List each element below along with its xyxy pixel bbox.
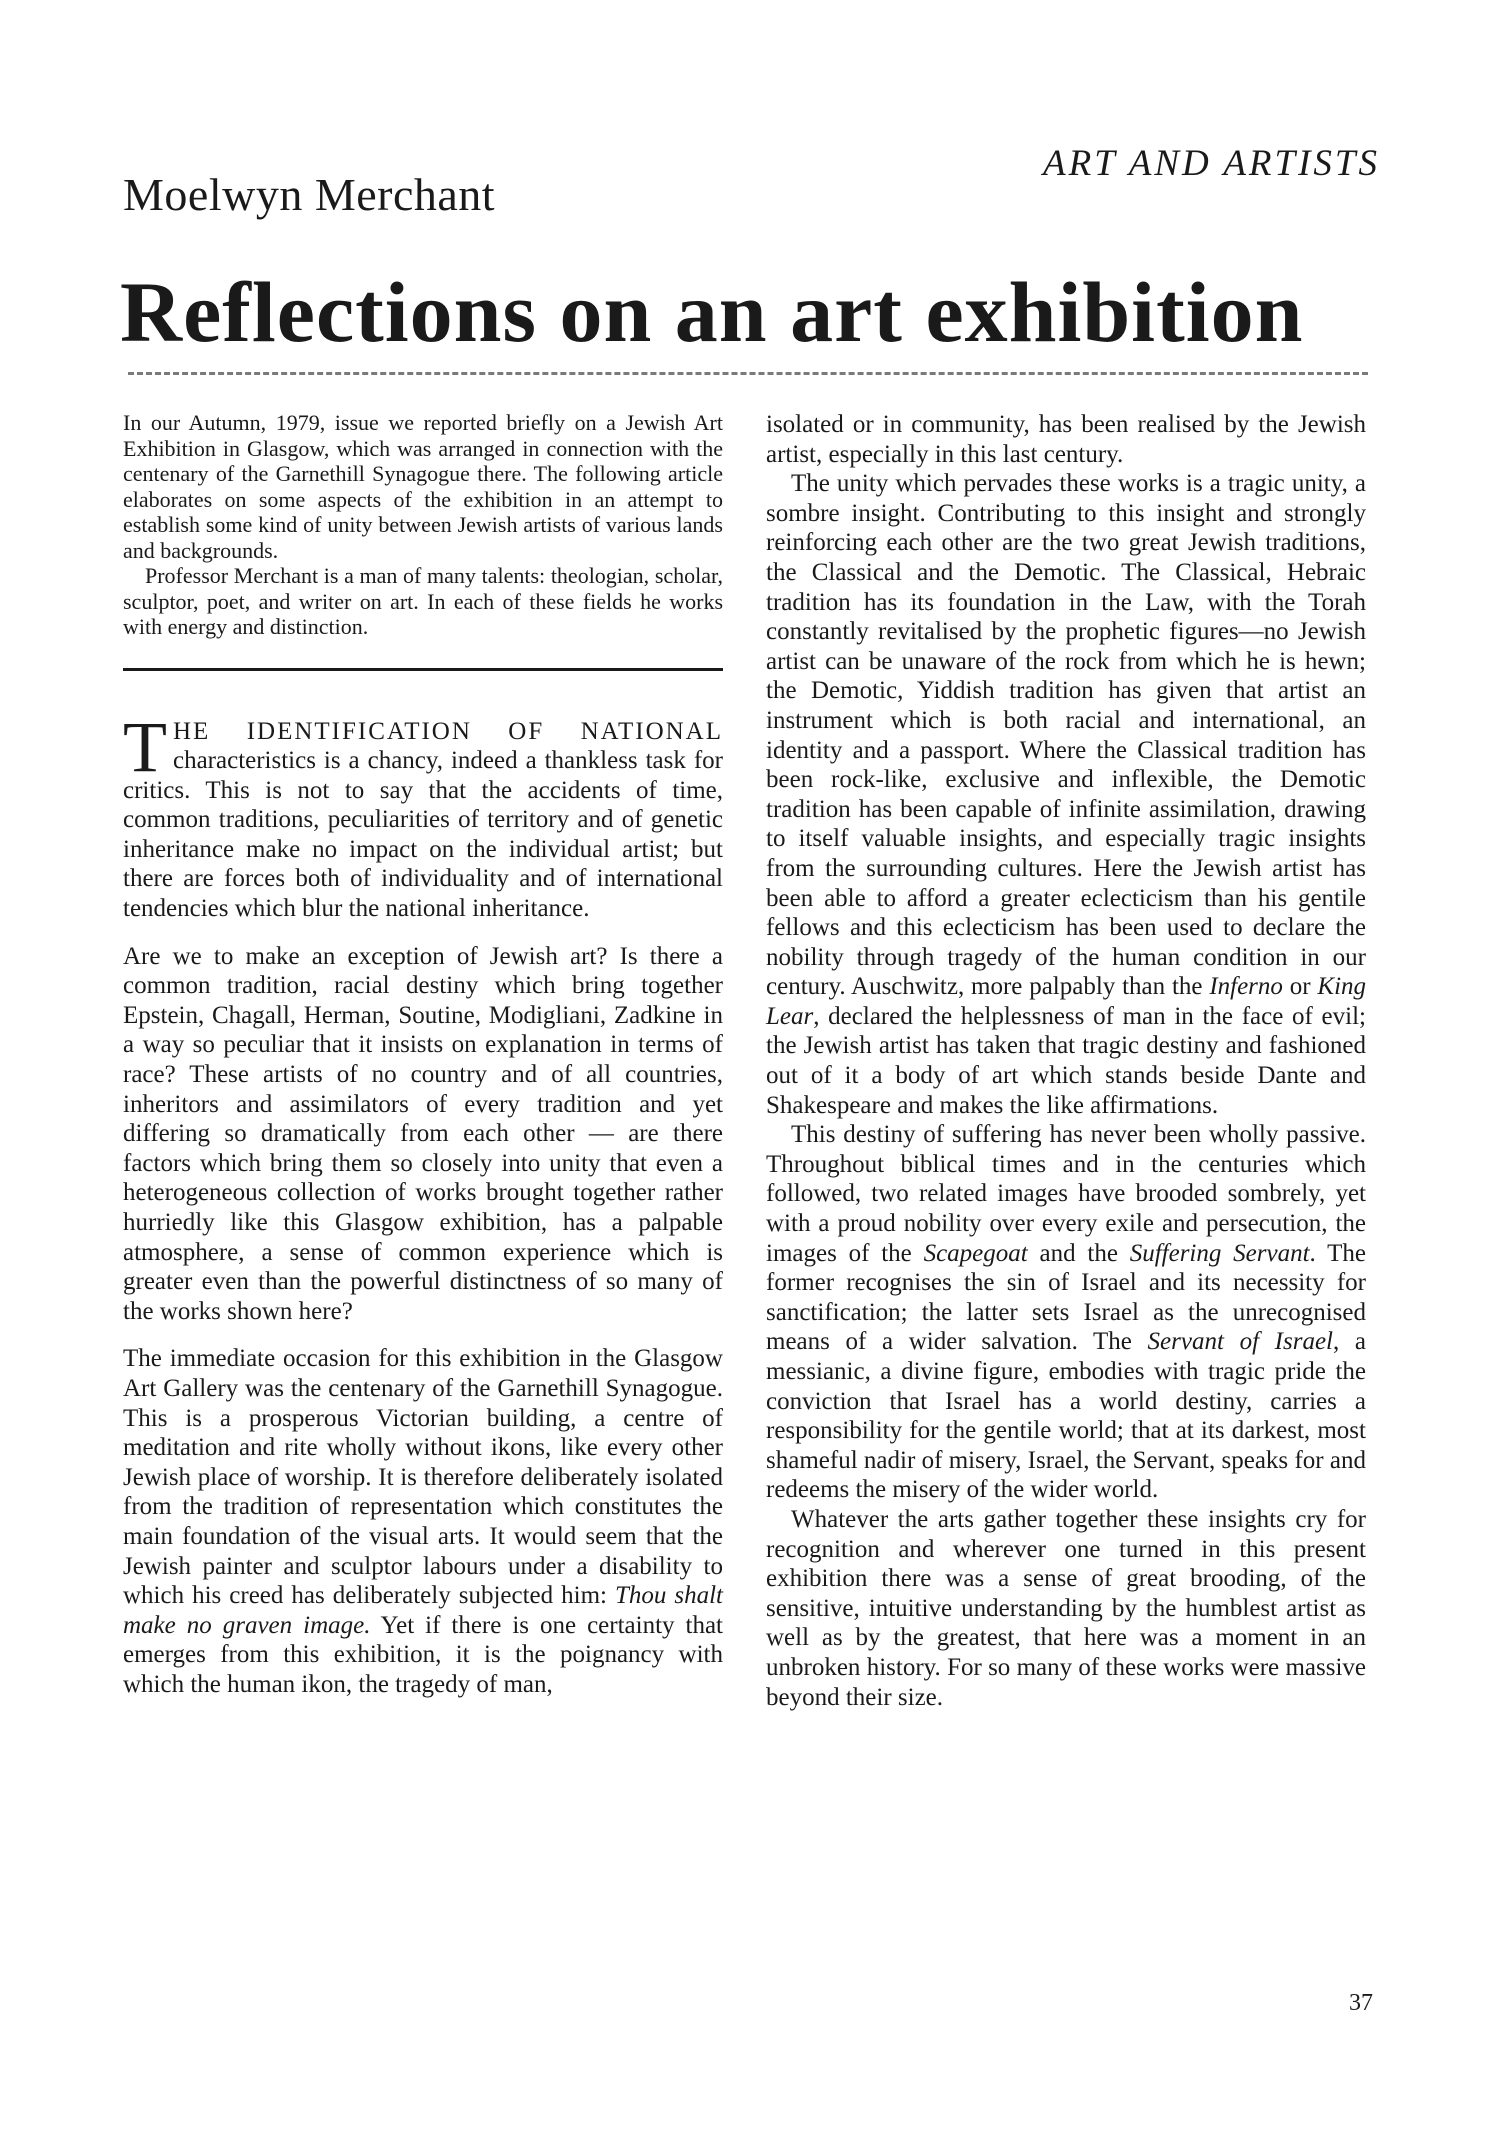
- left-column: [123, 410, 723, 1700]
- editorial-intro: [123, 410, 723, 640]
- body-paragraph: This destiny of suffering has never been wholly passive. Throughout biblical times and in the centuries which followed, two related images have brooded sombrely, yet with a proud nobility over every exile and persecution, the images of the Scapegoat and the Suffering Servant. The former recognises the sin of Israel and its necessity for sanctification; the latter sets Israel as the unrecognised means of a wider salvation. The Servant of Israel, a messianic, a divine figure, embodies with tragic pride the conviction that Israel has a world destiny, carries a responsibility for the gentile world; that at its darkest, most shameful nadir of misery, Israel, the Servant, speaks for and redeems the misery of the wider world.: [766, 1121, 1367, 1504]
- intro-paragraph: Professor Merchant is a man of many talents: theologian, scholar, sculptor, poet, and writer on art. In each of these fields he works with energy and distinction.: [123, 563, 723, 639]
- body-paragraph: The unity which pervades these works is a tragic unity, a sombre insight. Contributing to this insight and strongly reinforcing each other are the two great Jewish traditions, the Classical and the Demotic. The Classical, Hebraic tradition has its foundation in the Law, with the Torah constantly revitalised by the prophetic figures—no Jewish artist can be unaware of the rock from which he is hewn; the Demotic, Yiddish tradition has given that artist an instrument which is both racial and international, an identity and a passport. Where the Classical tradition has been rock-like, exclusive and inflexible, the Demotic tradition has been capable of infinite assimilation, drawing to itself valuable insights, and especially tragic insights from the surrounding cultures. Here the Jewish artist has been able to afford a greater eclecticism than his gentile fellows and this eclecticism has been used to declare the nobility through tragedy of the human condition in our century. Auschwitz, more palpably than the Inferno or King Lear, declared the helplessness of man in the face of evil; the Jewish artist has taken that tragic destiny and fashioned out of it a body of art which stands beside Dante and Shakespeare and makes the like affirmations.: [766, 470, 1367, 1119]
- body-paragraph: THE IDENTIFICATION OF NATIONAL characteristics is a chancy, indeed a thankless task for critics. This is not to say that the accidents of time, common traditions, peculiarities of territory and of genetic inheritance make no impact on the individual artist; but there are forces both of individuality and of international tendencies which blur the national inheritance.: [123, 706, 723, 923]
- body-paragraph: Are we to make an exception of Jewish art? Is there a common tradition, racial destiny which bring together Epstein, Chagall, Herman, Soutine, Modigliani, Zadkine in a way so peculiar that it insists on explanation in terms of race? These artists of no country and of all countries, inheritors and assimilators of every tradition and yet differing so dramatically from each other — are there factors which bring them so closely into unity that even a heterogeneous collection of works brought together rather hurriedly like this Glasgow exhibition, has a palpable atmosphere, a sense of common experience which is greater even than the powerful distinctness of so many of the works shown here?: [123, 942, 723, 1325]
- article-title: Reflections on an art exhibition: [120, 264, 1304, 360]
- body-paragraph: Whatever the arts gather together these insights cry for recognition and wherever one turned in this present exhibition there was a sense of great brooding, of the sensitive, intuitive understanding by the humblest artist as well as by the greatest, that here was a moment in an unbroken history. For so many of these works were massive beyond their size.: [766, 1505, 1366, 1711]
- drop-cap: T: [123, 706, 167, 787]
- body-paragraph: The immediate occasion for this exhibition in the Glasgow Art Gallery was the centenary of the Garnethill Synagogue. This is a prosperous Victorian building, a centre of meditation and rite wholly without ikons, like every other Jewish place of worship. It is therefore deliberately isolated from the tradition of representation which constitutes the main foundation of the visual arts. It would seem that the Jewish painter and sculptor labours under a disability to which his creed has deliberately subjected him: Thou shalt make no graven image. Yet if there is one certainty that emerges from this exhibition, it is the poignancy with which the human ikon, the tragedy of man,: [123, 1345, 723, 1698]
- right-column: [766, 410, 1366, 1712]
- body-paragraph: isolated or in community, has been realised by the Jewish artist, especially in this last century.: [766, 411, 1366, 468]
- page-number: 37: [1349, 1990, 1373, 2016]
- lead-in-caps: HE IDENTIFICATION OF NATIONAL: [172, 717, 723, 745]
- intro-paragraph: In our Autumn, 1979, issue we reported briefly on a Jewish Art Exhibition in Glasgow, which was arranged in connection with the centenary of the Garnethill Synagogue there. The following article elaborates on some aspects of the exhibition in an attempt to establish some kind of unity between Jewish artists of various lands and backgrounds.: [123, 410, 723, 563]
- title-divider: [128, 372, 1368, 375]
- section-heading: ART AND ARTISTS: [1043, 143, 1380, 184]
- intro-divider: [123, 668, 723, 671]
- author-name: Moelwyn Merchant: [123, 169, 496, 220]
